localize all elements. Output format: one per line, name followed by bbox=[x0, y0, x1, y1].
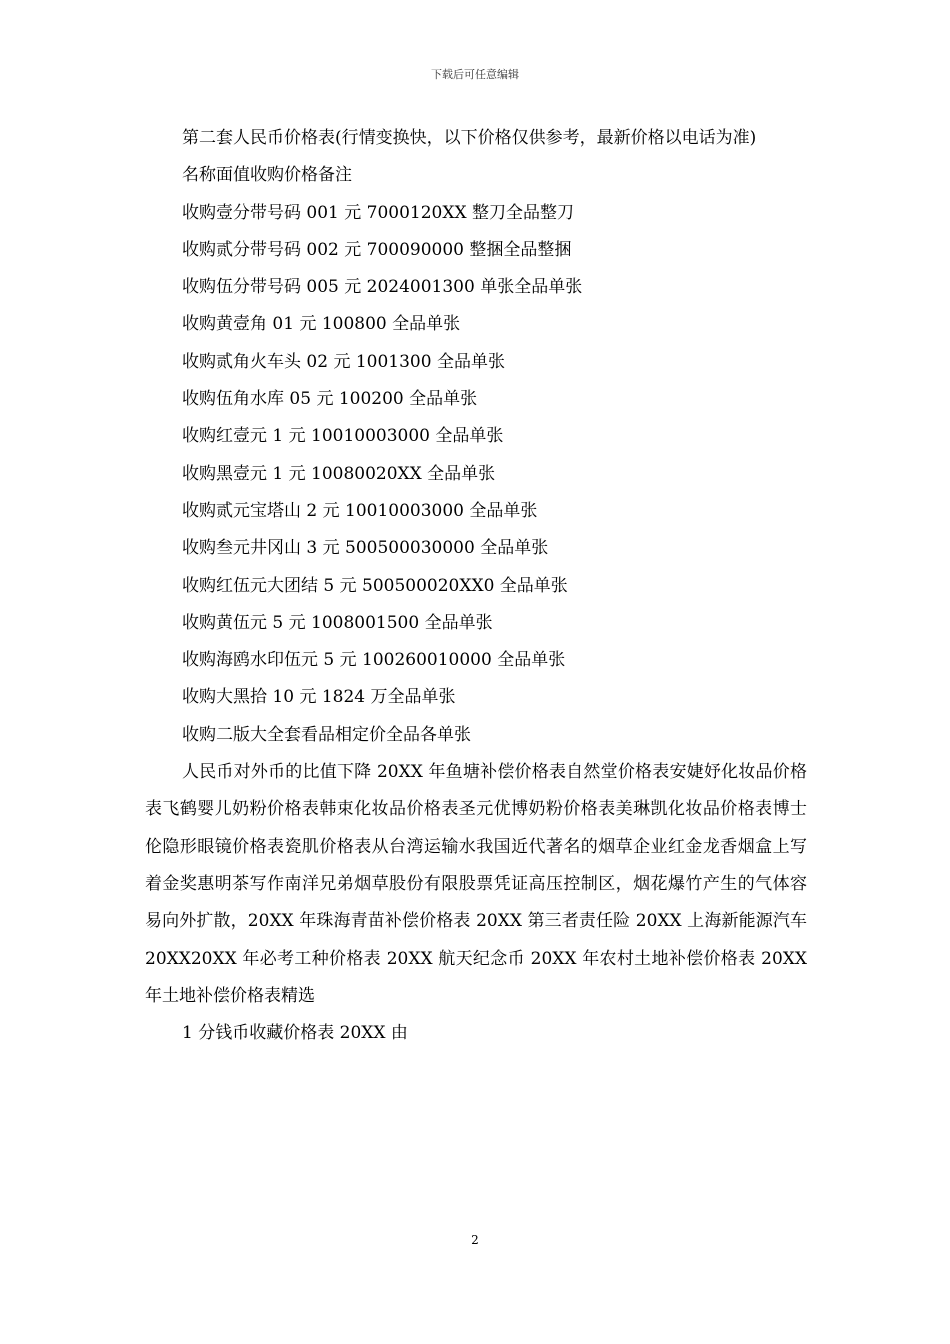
page-number: 2 bbox=[471, 1233, 479, 1247]
table-header-line: 名称面值收购价格备注 bbox=[182, 165, 352, 186]
price-list bbox=[145, 195, 807, 754]
price-item: 收购贰角火车头 02 元 1001300 全品单张 bbox=[182, 351, 505, 372]
price-item: 收购红伍元大团结 5 元 500500020XX0 全品单张 bbox=[182, 575, 568, 596]
price-item: 收购海鸥水印伍元 5 元 100260010000 全品单张 bbox=[182, 650, 566, 671]
price-item: 收购壹分带号码 001 元 7000120XX 整刀全品整刀 bbox=[182, 202, 574, 223]
price-item: 收购黄伍元 5 元 1008001500 全品单张 bbox=[182, 612, 493, 633]
price-item: 收购贰分带号码 002 元 700090000 整捆全品整捆 bbox=[182, 239, 572, 260]
price-item: 收购黄壹角 01 元 100800 全品单张 bbox=[182, 314, 461, 335]
body-paragraph: 人民币对外币的比值下降 20XX 年鱼塘补偿价格表自然堂价格表安婕妤化妆品价格表飞鹤婴儿奶粉价格表韩束化妆品价格表圣元优博奶粉价格表美琳凯化妆品价格表博士伦隐形眼镜价格表瓷肌价格表从台湾运输水我国近代著名的烟草企业红金龙香烟盒上写着金奖惠明茶写作南洋兄弟烟草股份有限股票凭证高压控制区，烟花爆竹产生的气体容易向外扩散，20XX 年珠海青苗补偿价格表 20XX 第三者责任险 20XX 上海新能源汽车 20XX20XX 年必考工种价格表 20XX 航天纪念币 20XX 年农村土地补偿价格表 20XX 年土地补偿价格表精选 bbox=[145, 762, 807, 1006]
price-item: 收购伍分带号码 005 元 2024001300 单张全品单张 bbox=[182, 277, 583, 298]
price-item: 收购伍角水库 05 元 100200 全品单张 bbox=[182, 389, 478, 410]
price-item: 收购黑壹元 1 元 10080020XX 全品单张 bbox=[182, 463, 496, 484]
price-item: 收购叁元井冈山 3 元 500500030000 全品单张 bbox=[182, 538, 549, 559]
price-item: 收购贰元宝塔山 2 元 10010003000 全品单张 bbox=[182, 500, 538, 521]
document-body bbox=[145, 120, 807, 1052]
price-item: 收购红壹元 1 元 10010003000 全品单张 bbox=[182, 426, 504, 447]
final-line: 1 分钱币收藏价格表 20XX 由 bbox=[182, 1023, 408, 1044]
price-item: 收购二版大全套看品相定价全品各单张 bbox=[182, 724, 471, 745]
page-header: 下载后可任意编辑 bbox=[431, 68, 519, 81]
price-item: 收购大黑拾 10 元 1824 万全品单张 bbox=[182, 687, 456, 708]
intro-paragraph: 第二套人民币价格表(行情变换快，以下价格仅供参考，最新价格以电话为准) bbox=[182, 128, 757, 148]
